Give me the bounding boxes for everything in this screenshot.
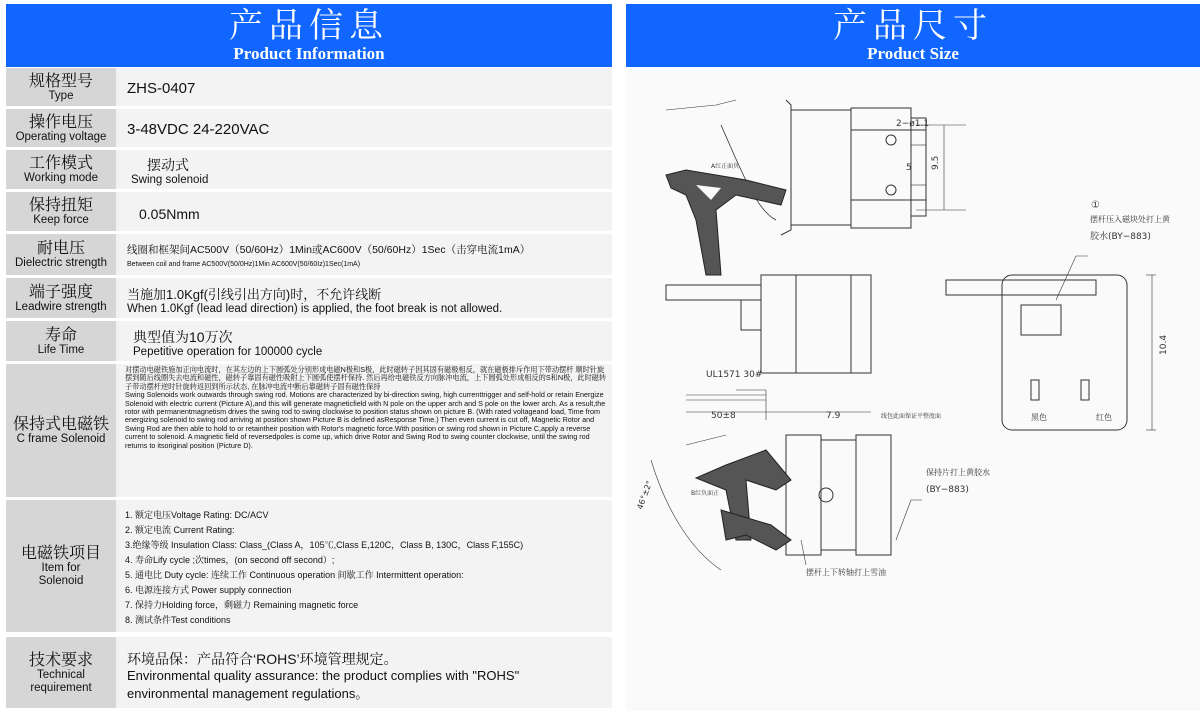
label-cn: 技术要求	[28, 649, 93, 669]
row-leadwire	[6, 278, 612, 321]
note-circle-1: ①	[1091, 200, 1100, 211]
row-label	[6, 637, 116, 708]
description-en: Swing Solenoids work outwards through swing rod. Motions are characterized by bi-direction swing, high currenttrigger and self-hold or retain Energize Solenoid with electric current (Picture A),and this will generate magneticfield with N pole on the upper arch and S pole on the lower arch. As a result,the rotor with permanentmagnetism drives the swing rod to swing clockwise to position status shown on picture B. (With rated voltageand load, Time from energizing solenoid to swing rod arriving at position shown Picture B is defined asResponse Time.) Then even current is cut off, Magnetic Rotor and Swing Rod are then able to hold to or retaintheir position with Rotor's magnetic force.With position or swing rod shown in Picture C,apply a reverse current to solenoid. A magnetic field of reversedpoles is come up, which drive Rotor and Swing Rod to swing counter clockwise, until the swing rod returns to itsoriginal position (Picture D).	[125, 390, 606, 450]
row-value	[119, 150, 612, 189]
row-label	[6, 364, 116, 497]
banner-title-en: Product Information	[233, 44, 385, 63]
label-cn: 电磁铁项目	[20, 543, 101, 562]
row-c-frame-solenoid	[6, 364, 612, 500]
label-cn: 保持式电磁铁	[12, 414, 109, 433]
row-dielectric	[6, 234, 612, 278]
dim-7-9: 7.9	[826, 411, 841, 421]
row-label	[6, 109, 116, 147]
note-3: 摆杆上下转轴打上雪油	[806, 568, 886, 577]
list-item: 8. 测试条件Test conditions	[125, 615, 231, 625]
value-en: Between coil and frame AC500V(50/0Hz)1Min AC600V(50/60Iz)1Sec(1mA)	[127, 261, 361, 268]
description-text	[125, 366, 608, 450]
row-life-time	[6, 321, 612, 364]
product-size-banner	[626, 4, 1200, 67]
picture-b-label: B红负面正	[691, 490, 720, 497]
label-cn: 耐电压	[36, 238, 85, 257]
label-en: Life Time	[37, 343, 85, 356]
row-value	[119, 278, 612, 318]
value-en: environmental management regulations。	[127, 686, 369, 701]
row-value	[119, 637, 612, 708]
row-voltage	[6, 109, 612, 150]
list-item: 4. 寿命Lify cycle ;次times，(on second off second）;	[125, 555, 335, 565]
row-keep-force	[6, 192, 612, 234]
wire-label: UL1571 30#	[706, 370, 763, 380]
note-tube: 线包此面保证平整度面	[881, 413, 942, 420]
red-wire-label: 红色	[1096, 413, 1112, 422]
label-en: Keep force	[33, 214, 89, 226]
label-cn: 规格型号	[28, 70, 93, 90]
angle-label: 46°±2°	[635, 479, 655, 511]
banner-title-cn: 产品信息	[229, 6, 389, 46]
label-cn: 寿命	[44, 324, 77, 344]
label-en: Working mode	[24, 172, 98, 184]
list-item: 3.绝缘等级 Insulation Class: Class_(Class A，105℃,Class E,120C，Class B, 130C，Class F,155C)	[125, 540, 524, 550]
label-en: Type	[48, 89, 74, 102]
label-en: Leadwire strength	[15, 300, 107, 313]
label-en: Item for Solenoid	[38, 562, 84, 587]
value-text: 0.05Nmm	[139, 206, 200, 222]
value-en: When 1.0Kgf (lead lead direction) is applied, the foot break is not allowed.	[127, 303, 503, 315]
label-en: C frame Solenoid	[16, 433, 106, 445]
technical-drawing	[626, 70, 1200, 711]
dim-5: 5	[906, 163, 912, 173]
label-en: Dielectric strength	[14, 257, 108, 269]
dim-9-5: 9.5	[931, 155, 941, 170]
item-list	[125, 508, 523, 628]
row-technical-requirement	[6, 637, 612, 708]
value-en: Swing solenoid	[131, 174, 209, 186]
note-2-line-2: (BY−883)	[926, 485, 969, 495]
black-wire-label: 黑色	[1031, 413, 1047, 422]
value-en: Environmental quality assurance: the product complies with "ROHS"	[127, 668, 520, 683]
row-value	[119, 321, 612, 361]
banner-title-en: Product Size	[867, 44, 959, 63]
product-information-banner	[6, 4, 612, 67]
row-item-for-solenoid	[6, 500, 612, 635]
row-value	[119, 109, 612, 147]
dimension-drawing	[626, 70, 1200, 711]
description-cn: 对摆动电磁铁施加正向电流时，在其左边的上下圆弧处分别形成电磁N极和S极，此时磁转子因其固有磁极相反，就在磁极排斥作用下带动摆杆 顺时针旋摆到随后线圈失去电流和磁性，磁转子靠固有磁性吸附上下圆弧使摆杆保持. 然后再给电磁铁反方向脉冲电流，上下圆弧处形成相反的S和N极，此时磁转子带动摆杆逆时针旋转返回到所示状态, 在脉冲电流中断后靠磁转子固有磁性保持	[125, 365, 607, 391]
row-label	[6, 68, 116, 106]
dim-50: 50±8	[711, 411, 736, 421]
banner-title-cn: 产品尺寸	[833, 6, 993, 46]
row-label	[6, 192, 116, 231]
label-en: Operating voltage	[15, 130, 107, 143]
list-item: 7. 保持力Holding force，剩磁力 Remaining magnetic force	[125, 600, 359, 610]
list-item: 1. 额定电压Voltage Rating: DC/ACV	[125, 510, 269, 520]
note-1-line-2: 胶水(BY−883)	[1090, 232, 1151, 242]
dim-2phi: 2−ø1.1	[896, 119, 930, 129]
note-1-line-1: 摆杆压入磁块处打上黄	[1090, 215, 1170, 224]
label-cn: 工作模式	[28, 153, 93, 172]
value-text: ZHS-0407	[127, 80, 196, 97]
label-en: Technical requirement	[30, 668, 92, 694]
note-2-line-1: 保持片打上黄胶水	[926, 468, 990, 477]
label-cn: 保持扭矩	[28, 195, 93, 214]
value-en: Pepetitive operation for 100000 cycle	[133, 346, 323, 358]
row-value	[119, 192, 612, 231]
value-cn: 当施加1.0Kgf(引线引出方向)时，不允许线断	[127, 287, 382, 302]
row-value	[119, 68, 612, 106]
row-label	[6, 321, 116, 361]
row-type	[6, 68, 612, 109]
row-label	[6, 234, 116, 275]
picture-a-label: A红正面负	[711, 163, 740, 170]
row-working-mode	[6, 150, 612, 192]
value-cn: 摆动式	[147, 157, 189, 173]
row-value	[119, 500, 612, 632]
label-cn: 端子强度	[28, 281, 93, 301]
row-label	[6, 500, 116, 632]
side-view	[666, 275, 871, 420]
row-label	[6, 278, 116, 318]
row-label	[6, 150, 116, 189]
list-item: 5. 通电比 Duty cycle: 连续工作 Continuous operation 间歇工作 Intermittent operation:	[125, 570, 464, 580]
value-cn: 环境品保：产品符合‘ROHS’环境管理规定。	[127, 651, 398, 667]
value-cn: 线圈和框架间AC500V（50/60Hz）1Min或AC600V（50/60Hz）1Sec（击穿电流1mA）	[127, 244, 531, 256]
row-value	[119, 234, 612, 275]
bottom-view	[651, 435, 891, 570]
spec-table	[6, 68, 612, 708]
end-view	[946, 275, 1156, 430]
dim-10-4: 10.4	[1159, 334, 1169, 355]
row-value	[119, 364, 612, 497]
list-item: 2. 额定电流 Current Rating:	[125, 525, 235, 535]
value-text: 3-48VDC 24-220VAC	[127, 121, 270, 138]
list-item: 6. 电源连接方式 Power supply connection	[125, 585, 292, 595]
label-cn: 操作电压	[28, 111, 93, 131]
value-cn: 典型值为10万次	[133, 329, 233, 345]
